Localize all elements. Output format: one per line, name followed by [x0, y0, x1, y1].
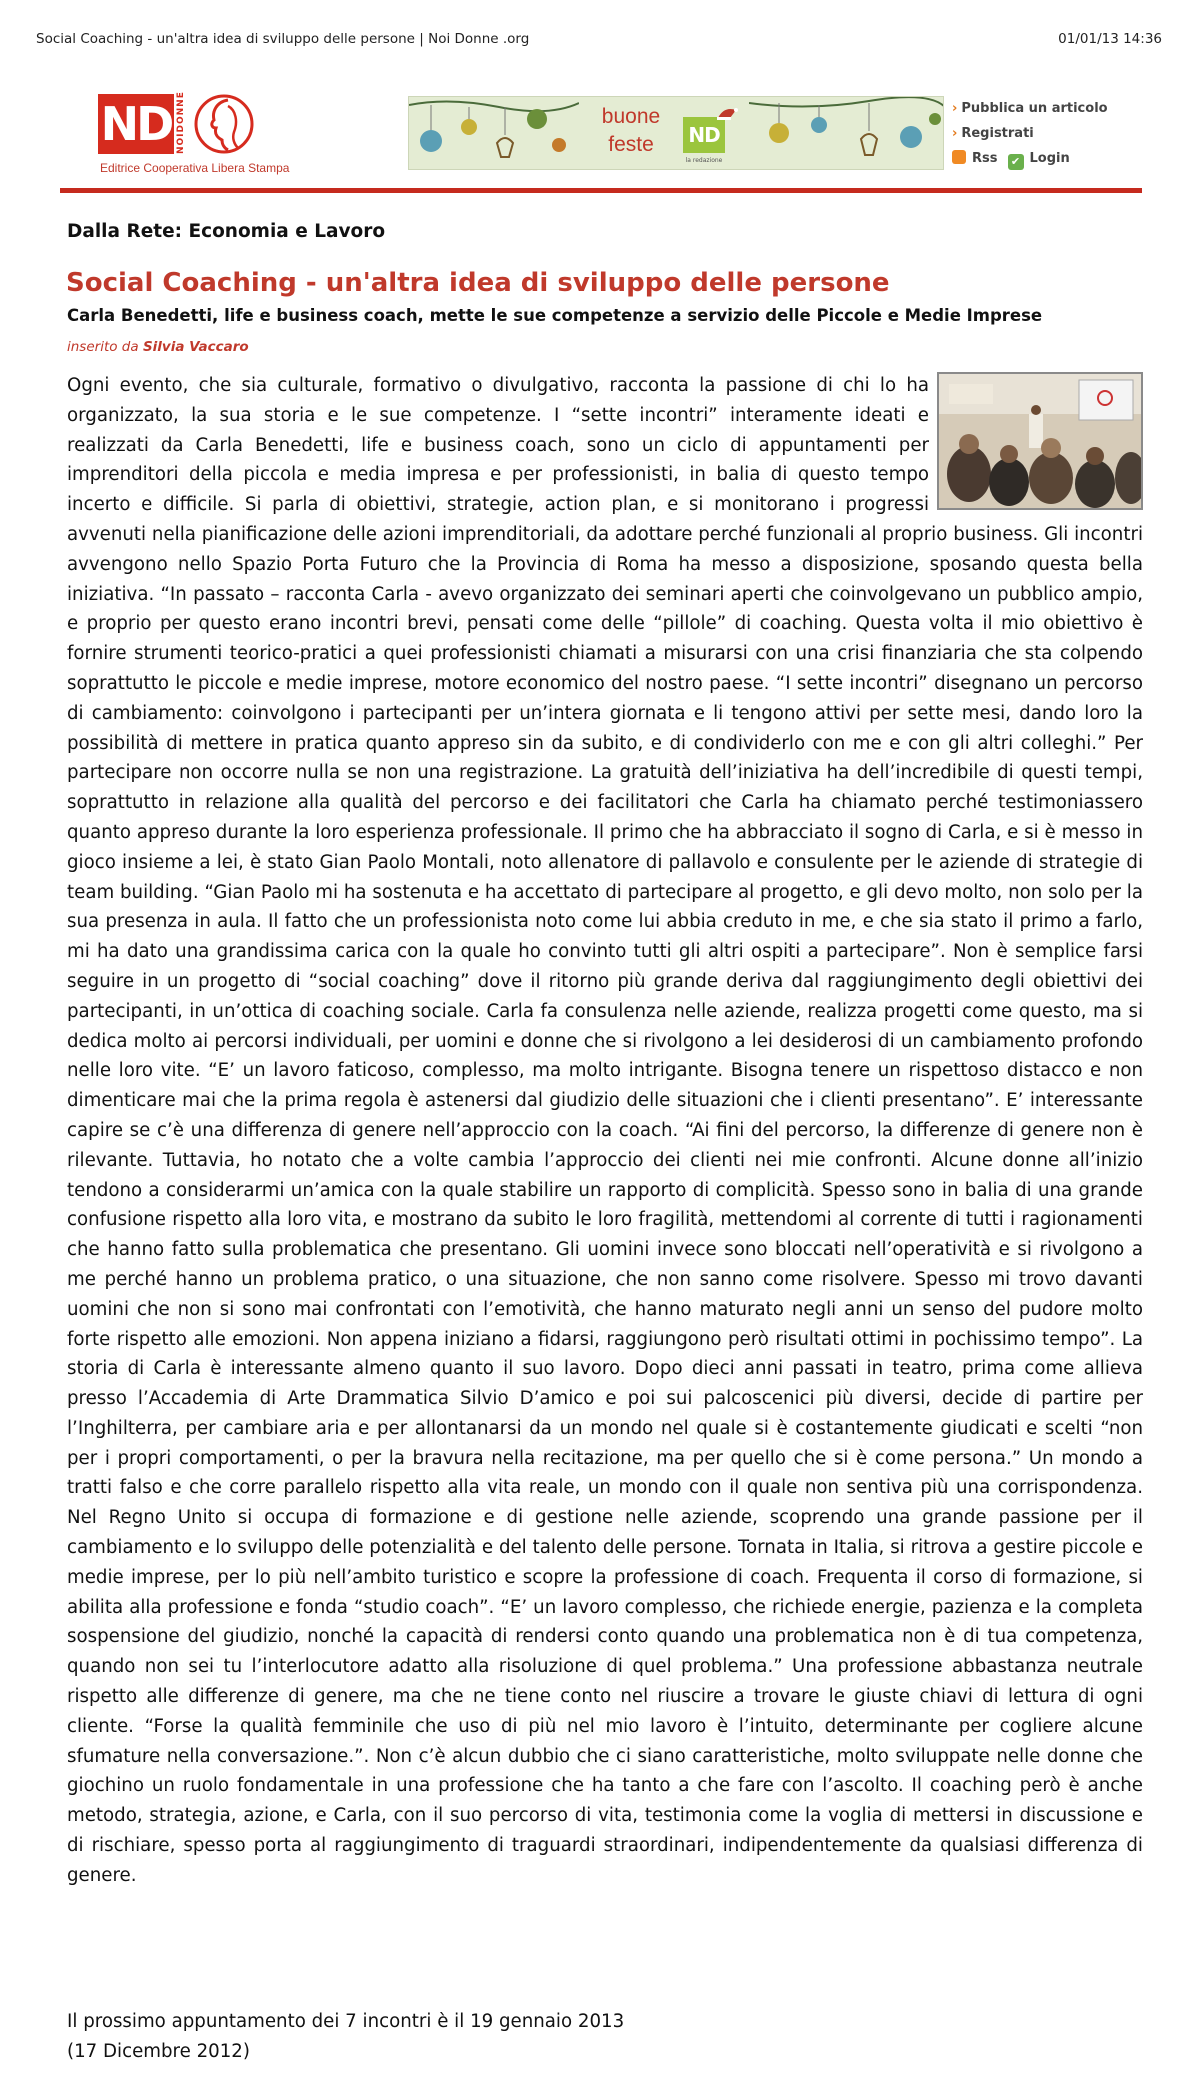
login-link[interactable]: [1008, 146, 1070, 171]
banner-greeting: [583, 103, 679, 159]
photo-spacer: [929, 371, 1143, 519]
rss-link[interactable]: [952, 146, 998, 171]
face-profile-icon: [194, 92, 254, 156]
logo-caption: Editrice Cooperativa Libera Stampa: [100, 161, 290, 175]
site-logo[interactable]: [98, 91, 290, 178]
ornament-left-icon: [409, 97, 579, 170]
article-title: Social Coaching - un'altra idea di sviluppo delle persone: [66, 268, 890, 298]
article-body-text: Ogni evento, che sia culturale, formativo o divulgativo, racconta la passione di chi lo ha organizzato, la sua storia e le sue competenze. I “sette incontri” interamente ideati e realizzati da Carla Benedetti, life e business coach, sono un ciclo di appuntamenti per imprenditori della piccola e media impresa e per professionisti, in balia di questo tempo incerto e difficile. Si parla di obiettivi, strategie, action plan, e si monitorano i progressi avvenuti nella pianificazione delle azioni imprenditoriali, da adottare perché funzionali al proprio business. Gli incontri avvengono nello Spazio Porta Futuro che la Provincia di Roma ha messo a disposizione, sposando questa bella iniziativa. “In passato – racconta Carla - avevo organizzato dei seminari aperti che coinvolgevano un pubblico ampio, e proprio per questo erano incontri brevi, pensati come delle “pillole” di coaching. Questa volta il mio obiettivo è fornire strumenti teorico-pratici a quei professionisti chiamati a misurarsi con una crisi finanziaria che sta colpendo soprattutto le piccole e medie imprese, motore economico del nostro paese. “I sette incontri” disegnano un percorso di cambiamento: coinvolgono i partecipanti per un’intera giornata e li tengono attivi per sette mesi, dando loro la possibilità di mettere in pratica quanto appreso sin da subito, e di condividerlo con me e con gli altri colleghi.” Per partecipare non occorre nulla se non una registrazione. La gratuità dell’iniziativa ha dell’incredibile di questi tempi, soprattutto in relazione alla qualità del percorso e dei facilitatori che Carla ha chiamato perché testimoniassero quanto appreso durante la loro esperienza professionale. Il primo che ha abbracciato il sogno di Carla, e si è messo in gioco insieme a lei, è stato Gian Paolo Montali, noto allenatore di pallavolo e consulente per le aziende di strategie di team building. “Gian Paolo mi ha sostenuta e ha accettato di partecipare al progetto, e gli devo molto, non solo per la sua presenza in aula. Il fatto che un professionista noto come lui abbia creduto in me, e che sia stato il primo a farlo, mi ha dato una grandissima carica con la quale ho convinto tutti gli altri ospiti a partecipare”. Non è semplice farsi seguire in un progetto di “social coaching” dove il ritorno più grande deriva dal raggiungimento degli obiettivi dei partecipanti, in un’ottica di coaching sociale. Carla fa consulenza nelle aziende, realizza progetti come questo, ma si dedica molto ai percorsi individuali, per uomini e donne che si rivolgono a lei desiderosi di un cambiamento profondo nelle loro vite. “E’ un lavoro faticoso, complesso, ma molto intrigante. Bisogna tenere un rispettoso distacco e non dimenticare mai che la prima regola è astenersi dal giudizio delle situazioni che i clienti presentano”. E’ interessante capire se c’è una differenza di genere nell’approccio con la coach. “Ai fini del percorso, la differenze di genere non è rilevante. Tuttavia, ho notato che a volte cambia l’approccio dei clienti nei mie confronti. Alcune donne all’inizio tendono a considerarmi un’amica con la quale stabilire un rapporto di complicità. Spesso sono in balia di una grande confusione rispetto alla loro vita, e mostrano da subito le loro fragilità, mettendomi al corrente di tutti i ragionamenti che hanno fatto sulla problematica che presentano. Gli uomini invece sono bloccati nell’operatività e si rivolgono a me perché hanno un problema pratico, o una situazione, che non sanno come risolvere. Spesso mi trovo davanti uomini che non si sono mai confrontati con l’emotività, che hanno maturato negli anni un senso del pudore molto forte rispetto alle emozioni. Non appena iniziano a fidarsi, raggiungono però risultati ottimi in pochissimo tempo”. La storia di Carla è interessante almeno quanto il suo lavoro. Dopo dieci anni passati in teatro, prima come allieva presso l’Accademia di Arte Drammatica Silvio D’amico e poi sui palcoscenici più diversi, decide di partire per l’Inghilterra, per cambiare aria e per allontanarsi da un mondo nel quale si è costantemente giudicati e scelti “non per i propri comportamenti, o per la bravura nella recitazione, ma per quello che si è come persona.” Un mondo a tratti falso e che corre parallelo rispetto alla vita reale, un mondo con il quale non sentiva più una corrispondenza. Nel Regno Unito si occupa di formazione e di gestione nelle aziende, scoprendo una grande passione per il cambiamento e lo sviluppo delle potenzialità e del talento delle persone. Tornata in Italia, si ritrova a gestire piccole e medie imprese, per lo più nell’ambito turistico e scopre la professione di coach. Frequenta il corso di formazione, si abilita alla professione e fonda “studio coach”. “E’ un lavoro complesso, che richiede energie, pazienza e la completa sospensione del giudizio, nonché la capacità di rendersi conto quando una problematica non è di tua competenza, quando non sei tu l’interlocutore adatto alla risoluzione di quel problema.” Una professione abbastanza neutrale rispetto alle differenze di genere, ma che ne tiene conto nel riuscire a trovare le giuste chiavi di lettura di ogni cliente. “Forse la qualità femminile che uso di più nel mio lavoro è l’intuito, determinante per cogliere alcune sfumature nella conversazione.”. Non c’è alcun dubbio che ci siano caratteristiche, molto sviluppate nelle donne che giochino un ruolo fondamentale in una professione che ha tanto a che fare con l’ascolto. Il coaching però è anche metodo, strategia, azione, e Carla, con il suo percorso di vita, testimonia come la voglia di mettersi in discussione e di rischiare, spesso porta al raggiungimento di traguardi straordinari, indipendentemente da qualsiasi differenza di genere.: [67, 375, 1143, 1886]
santa-hat-icon: [716, 106, 738, 120]
login-icon: ✔: [1008, 154, 1024, 170]
byline: [67, 339, 249, 355]
article-subtitle: Carla Benedetti, life e business coach, mette le sue competenze a servizio delle Piccole e Medie Imprese: [67, 306, 1043, 325]
header-links: [952, 96, 1152, 171]
register-label: Registrati: [961, 126, 1034, 141]
banner-logo: [683, 117, 725, 164]
banner-logo-caption: la redazione: [685, 157, 723, 164]
banner-logo-mark: ND: [688, 123, 720, 147]
logo-vertical-text: NOIDONNE: [176, 91, 186, 154]
arrow-right-icon: ›: [952, 126, 958, 141]
print-date: 01/01/13 14:36: [1058, 31, 1162, 47]
byline-prefix: inserito da: [67, 339, 139, 355]
rss-label: Rss: [972, 151, 998, 166]
article-date: (17 Dicembre 2012): [67, 2041, 250, 2062]
register-link[interactable]: [952, 121, 1152, 146]
header-divider: [60, 188, 1142, 193]
ornament-right-icon: [749, 97, 944, 170]
section-label: Dalla Rete: Economia e Lavoro: [67, 221, 386, 242]
holiday-banner[interactable]: [408, 96, 944, 170]
publish-article-link[interactable]: [952, 96, 1152, 121]
login-label: Login: [1029, 151, 1070, 166]
article-body: [67, 371, 1143, 1891]
rss-icon: [952, 150, 966, 164]
print-header: [36, 31, 1162, 51]
print-page-title: Social Coaching - un'altra idea di sviluppo delle persone | Noi Donne .org: [36, 31, 530, 47]
byline-author[interactable]: Silvia Vaccaro: [142, 339, 249, 355]
publish-article-label: Pubblica un articolo: [961, 101, 1108, 116]
logo-mark: ND: [98, 94, 174, 154]
arrow-right-icon: ›: [952, 101, 958, 116]
banner-line-1: buone: [601, 105, 661, 128]
next-meeting-note: Il prossimo appuntamento dei 7 incontri è il 19 gennaio 2013: [67, 2011, 625, 2032]
banner-line-2: feste: [608, 133, 654, 156]
